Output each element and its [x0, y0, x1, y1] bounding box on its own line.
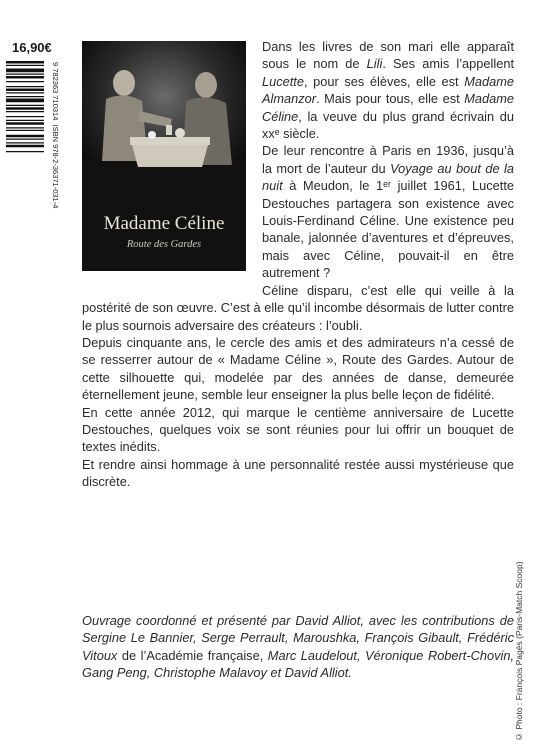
barcode-bar	[6, 122, 44, 125]
barcode-bar	[6, 130, 44, 131]
italic-run: Ouvrage coordonné et présenté par David Alliot, avec les contributions de Sergine Le Bannier, Serge Perrault, Maroushka, François Gibault, Frédéric Vitoux	[82, 613, 514, 663]
barcode-bar	[6, 107, 44, 110]
text-run: de l’Académie française,	[117, 647, 268, 663]
barcode-bar	[6, 151, 44, 152]
text-wrap-spacer	[82, 38, 262, 284]
barcode-bar	[6, 120, 44, 121]
barcode-bar	[6, 116, 44, 117]
barcode-digits: 9 782363 710314	[51, 62, 60, 121]
barcode-bars	[6, 60, 46, 182]
barcode-bar	[6, 135, 44, 138]
paragraph-6: Et rendre ainsi hommage à une personnalité restée aussi mystérieuse que discrète.	[82, 456, 514, 490]
italic-run: Voyage au bout de la nuit	[262, 160, 514, 194]
text-run: . Mais pour tous, elle est	[316, 91, 465, 107]
text-run: siècle.	[279, 126, 320, 142]
price-label: 16,90€	[12, 40, 52, 55]
photo-credit: © Photo : François Pagès (Paris-Match Scoop)	[514, 561, 524, 742]
barcode-bar	[6, 89, 44, 92]
barcode-bar	[6, 92, 44, 93]
text-run: , la veuve du plus grand écrivain du	[298, 108, 514, 124]
italic-run: Madame Céline	[262, 91, 514, 124]
barcode-bar	[6, 76, 44, 79]
barcode-bar	[6, 96, 44, 97]
barcode-bar	[6, 142, 44, 143]
barcode-bar	[6, 111, 44, 112]
isbn-number: ISBN 978-2-36371-031-4	[51, 124, 60, 209]
cover-title: Madame Céline	[103, 213, 225, 234]
barcode-bar	[6, 65, 44, 66]
text-run: Dans les livres de son mari elle apparaît sous le nom de	[262, 39, 514, 72]
barcode-bar	[6, 139, 44, 140]
italic-run: Lili	[366, 56, 383, 72]
barcode-bar	[6, 61, 44, 64]
barcode-bar	[6, 81, 44, 82]
paragraph-5: En cette année 2012, qui marque le centième anniversaire de Lucette Destouches, quelques voix se sont réunies pour lui offrir un bouquet de textes inédits.	[82, 404, 514, 455]
paragraph-4: Depuis cinquante ans, le cercle des amis et des admirateurs n’a cessé de se resserrer autour de « Madame Céline », Route des Gardes. Autour de cette silhouette qui, modelée par des années de danse, demeurée éternellement jeune, semble leur enseigner la plus belle leçon de fidélité.	[82, 334, 514, 403]
barcode-bar	[6, 74, 44, 75]
italic-run: Lucette	[262, 73, 304, 89]
barcode-bar	[6, 86, 44, 87]
italic-run: Madame Almanzor	[262, 73, 514, 107]
text-run: , pour ses élèves, elle est	[303, 73, 465, 89]
back-cover-text	[82, 38, 514, 491]
contributors-credits	[82, 612, 514, 682]
text-run: . Ses amis l’appellent	[382, 56, 514, 72]
barcode-bar	[6, 145, 44, 148]
paragraph-3: Céline disparu, c’est elle qui veille à la postérité de son œuvre. C’est à elle qu’il incombe désormais de lutter contre le plus sournois adversaire des créateurs : l’oubli.	[82, 282, 514, 333]
text-run: De leur rencontre à Paris en 1936, jusqu’à la mort de l’auteur du	[262, 143, 514, 176]
isbn-text	[48, 62, 60, 209]
text-run: à Meudon, le 1ᵉʳ juillet 1961, Lucette Destouches partagera son existence avec Louis-Ferdinand Céline. Une existence peu banale, jalonnée d’aventures et d’épreuves, mais avec Céline, pouvait-il en être autrement ?	[262, 178, 514, 281]
cover-subtitle: Route des Gardes	[126, 239, 202, 250]
barcode-bar	[6, 99, 44, 103]
barcode-bar	[6, 127, 44, 128]
italic-run: Marc Laudelout, Véronique Robert-Chovin, Gang Peng, Christophe Malavoy et David Alliot.	[82, 647, 515, 681]
barcode-bar	[6, 69, 44, 73]
barcode-bar	[6, 105, 44, 106]
text-run: xxᵉ	[262, 126, 280, 142]
